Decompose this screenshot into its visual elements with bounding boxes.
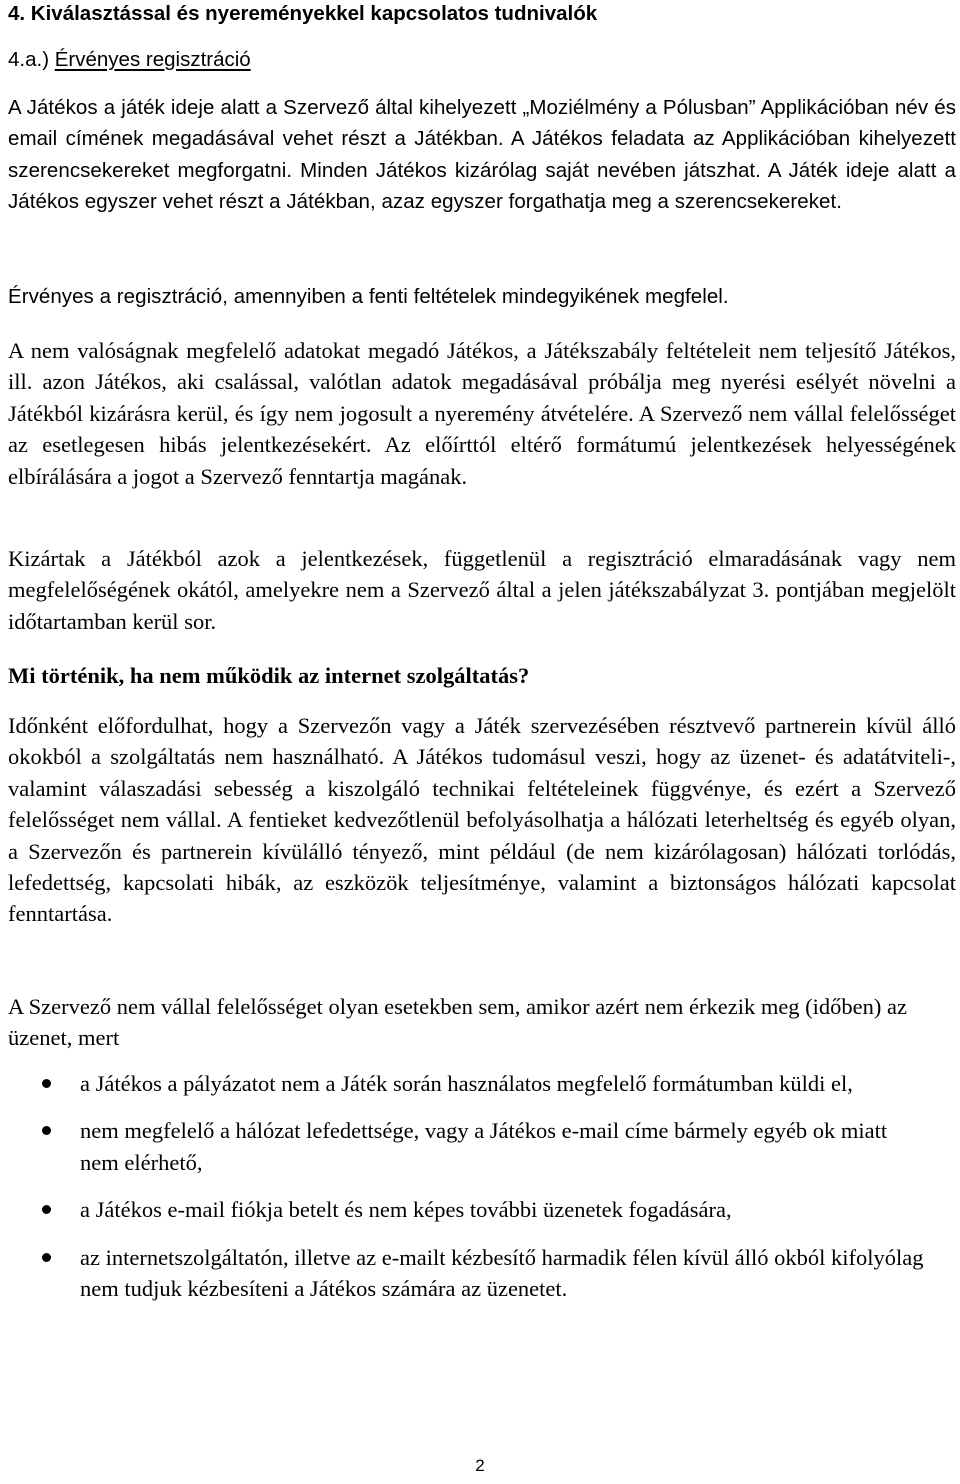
paragraph-service-outage: Időnként előfordulhat, hogy a Szervezőn vagy a Játék szervezésében résztvevő partnerein kívül álló okokból a szolgáltatás nem használható. A Játékos tudomásul veszi, hogy az üzenet- és adatátviteli-, valamint válaszadási sebesség a kiszolgáló technikai feltételeinek függvénye, és ezért a Szervező felelősséget nem vállal. A fentieket kedvezőtlenül befolyásolhatja a hálózati leterheltség és egyéb olyan, a Szervezőn és partnerein kívülálló tényező, mint például (de nem kizárólagosan) hálózati torlódás, lefedettség, kapcsolati hibák, az eszközök teljesítménye, valamint a biztonságos hálózati kapcsolat fenntartása. (8, 713, 956, 927)
bullet-icon (42, 1079, 51, 1088)
section-heading: 4. Kiválasztással és nyereményekkel kapcsolatos tudnivalók (8, 2, 598, 25)
page-number: 2 (475, 1456, 485, 1475)
paragraph-registration-valid: Érvényes a regisztráció, amennyiben a fenti feltételek mindegyikének megfelel. (8, 285, 729, 308)
list-item-text: a Játékos e-mail fiókja betelt és nem képes további üzenetek fogadására, (80, 1197, 732, 1223)
list-item-text: nem megfelelő a hálózat lefedettsége, vagy a Játékos e-mail címe bármely egyéb ok miatt nem elérhető, (80, 1118, 888, 1175)
bullet-icon (42, 1205, 51, 1214)
paragraph-no-liability: A Szervező nem vállal felelősséget olyan esetekben sem, amikor azért nem érkezik meg (időben) az üzenet, mert (8, 994, 908, 1051)
paragraph-excluded-entries: Kizártak a Játékból azok a jelentkezések, függetlenül a regisztráció elmaradásának vagy nem megfelelőségének okától, amelyekre nem a Szervező által a jelen játékszabályzat 3. pontjában megjelölt időtartamban kerül sor. (8, 546, 956, 634)
list-item (0, 1242, 930, 1305)
subsection-number: 4.a.) (8, 48, 50, 71)
bullet-icon (42, 1253, 51, 1262)
subsection-title: Érvényes regisztráció (54, 48, 251, 71)
reasons-list (0, 1068, 960, 1304)
list-item (0, 1068, 930, 1099)
list-item-text: az internetszolgáltatón, illetve az e-mailt kézbesítő harmadik félen kívül álló okból kifolyólag nem tudjuk kézbesíteni a Játékos számára az üzenetet. (80, 1244, 924, 1302)
list-item-text: a Játékos a pályázatot nem a Játék során használatos megfelelő formátumban küldi el, (80, 1071, 853, 1096)
list-item (0, 1115, 930, 1178)
question-heading: Mi történik, ha nem működik az internet szolgáltatás? (8, 663, 530, 688)
list-item (0, 1194, 930, 1225)
bullet-icon (42, 1126, 51, 1135)
paragraph-exclusion: A nem valóságnak megfelelő adatokat megadó Játékos, a Játékszabály feltételeit nem teljesítő Játékos, ill. azon Játékos, aki csalással, valótlan adatok megadásával próbálja meg nyerési esélyét növelni a Játékból kizárásra kerül, és így nem jogosult a nyeremény átvételére. A Szervező nem vállal felelősséget az esetlegesen hibás jelentkezésekért. Az előírttól eltérő formátumú jelentkezések helyességének elbírálására a jogot a Szervező fenntartja magának. (8, 338, 956, 489)
paragraph-registration-rules: A Játékos a játék ideje alatt a Szervező által kihelyezett „Moziélmény a Pólusban” Applikációban név és email címének megadásával vehet részt a Játékban. A Játékos feladata az Applikációban kihelyezett szerencsekereket megforgatni. Minden Játékos kizárólag saját nevében játszhat. A Játék ideje alatt a Játékos egyszer vehet részt a Játékban, azaz egyszer forgathatja meg a szerencsekereket. (8, 96, 956, 214)
subsection-heading (8, 44, 251, 75)
